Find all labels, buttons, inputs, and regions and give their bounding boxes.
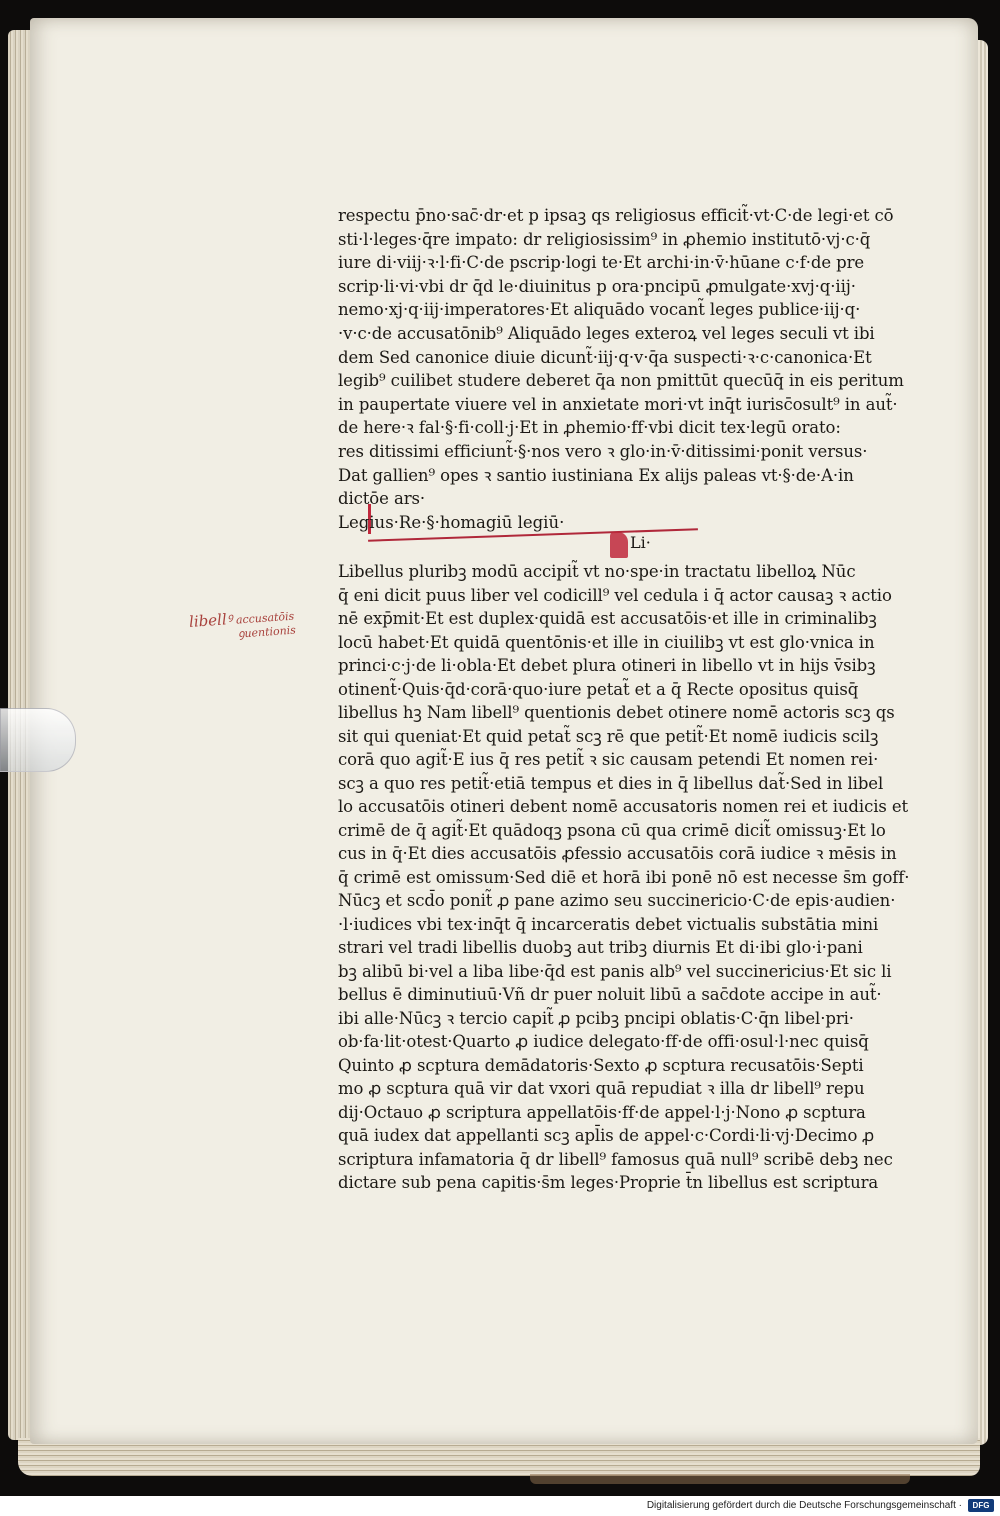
text-line: de here·ꝛ fal·§·fi·coll·j·Et in ꝓhemio·ff·vbi dicit tex·legū orato: xyxy=(338,418,841,438)
text-line: Dat gallien⁹ opes ꝛ santio iustiniana Ex alijs paleas vt·§·de·A·in xyxy=(338,465,854,485)
text-line: in paupertate viuere vel in anxietate mori·vt inq̄t iurisc̄osult⁹ in aut̃· xyxy=(338,394,898,414)
text-line: sit qui queniat·Et quid petat̃ scꝫ rē que petit̃·Et nomē iudicis scilꝫ xyxy=(338,726,879,746)
text-line: Nūcꝫ et scd̄o ponit̃ ꝓ pane azimo seu succinericio·C·de epis·audien· xyxy=(338,891,896,910)
margin-note-line2: ꝯuentionis xyxy=(237,623,297,641)
binding-stain xyxy=(530,1474,910,1484)
text-line: scriptura infamatoria q̄ dr libell⁹ famosus quā null⁹ scribē debꝫ nec xyxy=(338,1149,893,1169)
text-line: res ditissimi efficiunt̃·§·nos vero ꝛ glo·in·v̄·ditissimi·ponit versus· xyxy=(338,442,868,461)
margin-note-line1: accusatōis xyxy=(235,609,295,627)
text-line: scrip·li·vi·vbi dr q̄d le·diuinitus p ora·pncipū ꝓmulgate·xvj·q·iij· xyxy=(338,276,856,296)
text-line: corā quo agit̃·E ius q̄ res petit̃ ꝛ sic causam petendi Et nomen rei· xyxy=(338,750,879,769)
text-line: q̄ crimē est omissum·Sed diē et horā ibi ponē nō est necesse s̄m goff· xyxy=(338,867,910,887)
text-line: sti·l·leges·q̄re impato: dr religiosissim⁹ in ꝓhemio institutō·vj·c·q̄ xyxy=(338,229,871,249)
text-line: strari vel tradi libellis duobꝫ aut tribꝫ diurnis Et di·ibi glo·i·pani xyxy=(338,938,863,957)
text-line: iure di·viij·ꝛ·l·fi·C·de pscrip·logi te·Et archi·in·v̄·hūane c·f·de pre xyxy=(338,253,865,273)
text-line: crimē de q̄ agit̃·Et quādoqꝫ psona cū qua crimē dicit̃ omissuꝫ·Et lo xyxy=(338,820,886,840)
text-line: respectu p̄no·sac̄·dr·et p ipsaꝫ qs religiosus efficit̃·vt·C·de legi·et cō xyxy=(338,206,894,225)
text-line: princi·c·j·de li·obla·Et debet plura otineri in libello vt in hijs v̄sibꝫ xyxy=(338,656,876,675)
text-line: Quinto ꝓ scptura demādatoris·Sexto ꝓ scptura recusatōis·Septi xyxy=(338,1055,864,1075)
text-line: ·l·iudices vbi tex·inq̄t q̄ incarceratis debet victualis substātia mini xyxy=(338,914,879,934)
text-line: dij·Octauo ꝓ scriptura appellatōis·ff·de appel·l·j·Nono ꝓ scptura xyxy=(338,1102,866,1122)
text-line: legib⁹ cuilibet studere deberet q̄a non pmittūt quecūq̄ in eis peritum xyxy=(338,371,904,391)
text-line: bellus ē diminutiuū·Vñ dr puer noluit libū a sac̄dote accipe in aut̃· xyxy=(338,985,882,1004)
footer-bar xyxy=(0,1496,1000,1516)
text-line: nemo·xj·q·iij·imperatores·Et aliquādo vocant̃ leges publice·iij·q· xyxy=(338,300,861,320)
text-line: lo accusatōis otineri debent nomē accusatoris nomen rei et iudicis et xyxy=(338,797,909,816)
margin-note-main: libellꝰ xyxy=(188,609,233,631)
text-line: dem Sed canonice diuie dicunt̃·iij·q·v·q̄a suspecti·ꝛ·c·canonica·Et xyxy=(338,347,872,367)
text-line: Libellus pluribꝫ modū accipit̃ vt no·spe·in tractatu libelloꝝ Nūc xyxy=(338,562,856,581)
text-line: bꝫ alibū bi·vel a liba libe·q̄d est panis alb⁹ vel succinericius·Et sic li xyxy=(338,961,892,981)
text-line: quā iudex dat appellanti scꝫ apl̄is de appel·c·Cordi·li·vj·Decimo ꝓ xyxy=(338,1126,875,1145)
marginal-annotation xyxy=(189,605,332,661)
text-line: cus in q̄·Et dies accusatōis ꝓfessio accusatōis corā iudice ꝛ mēsis in xyxy=(338,844,897,863)
red-pilcrow-icon xyxy=(610,532,628,558)
text-line: libellus hꝫ Nam libell⁹ quentionis debet otinere nomē actoris scꝫ qs xyxy=(338,703,895,722)
text-line: locū habet·Et quidā quentōnis·et ille in ciuilibꝫ vt est glo·vnica in xyxy=(338,632,875,652)
text-line: scꝫ a quo res petit̃·etiā tempus et dies in q̄ libellus dat̃·Sed in libel xyxy=(338,773,884,793)
dfg-logo: DFG xyxy=(968,1499,994,1512)
text-line: ob·fa·lit·otest·Quarto ꝓ iudice delegato·ff·de offi·osul·l·nec quisq̄ xyxy=(338,1032,869,1051)
book-page xyxy=(30,18,978,1444)
chapter-mark: Li· xyxy=(630,533,651,552)
text-line: dictōe ars· xyxy=(338,489,425,509)
text-line: ibi alle·Nūcꝫ ꝛ tercio capit̃ ꝓ pcibꝫ pncipi oblatis·C·q̄n libel·pri· xyxy=(338,1008,854,1028)
text-line: otinent̃·Quis·q̄d·corā·quo·iure petat̃ et a q̄ Recte opositus quisq̄ xyxy=(338,679,859,699)
section-heading: Legius·Re·§·homagiū legiū· xyxy=(338,513,565,532)
footer-credit: Digitalisierung gefördert durch die Deutsche Forschungsgemeinschaft · xyxy=(646,1500,962,1511)
text-line: ·v·c·de accusatōnib⁹ Aliquādo leges exteroꝝ vel leges seculi vt ibi xyxy=(338,324,875,343)
text-line: nē exp̄mit·Et est duplex·quidā est accusatōis·et ille in criminalibꝫ xyxy=(338,609,877,628)
text-line: mo ꝓ scptura quā vir dat vxori quā repudiat ꝛ illa dr libell⁹ repu xyxy=(338,1079,865,1098)
text-line: q̄ eni dicit puus liber vel codicill⁹ vel cedula i q̄ actor causaꝫ ꝛ actio xyxy=(338,585,892,605)
text-line: dictare sub pena capitis·s̄m leges·Proprie t̄n libellus est scriptura xyxy=(338,1173,879,1192)
page-clip xyxy=(0,708,76,772)
